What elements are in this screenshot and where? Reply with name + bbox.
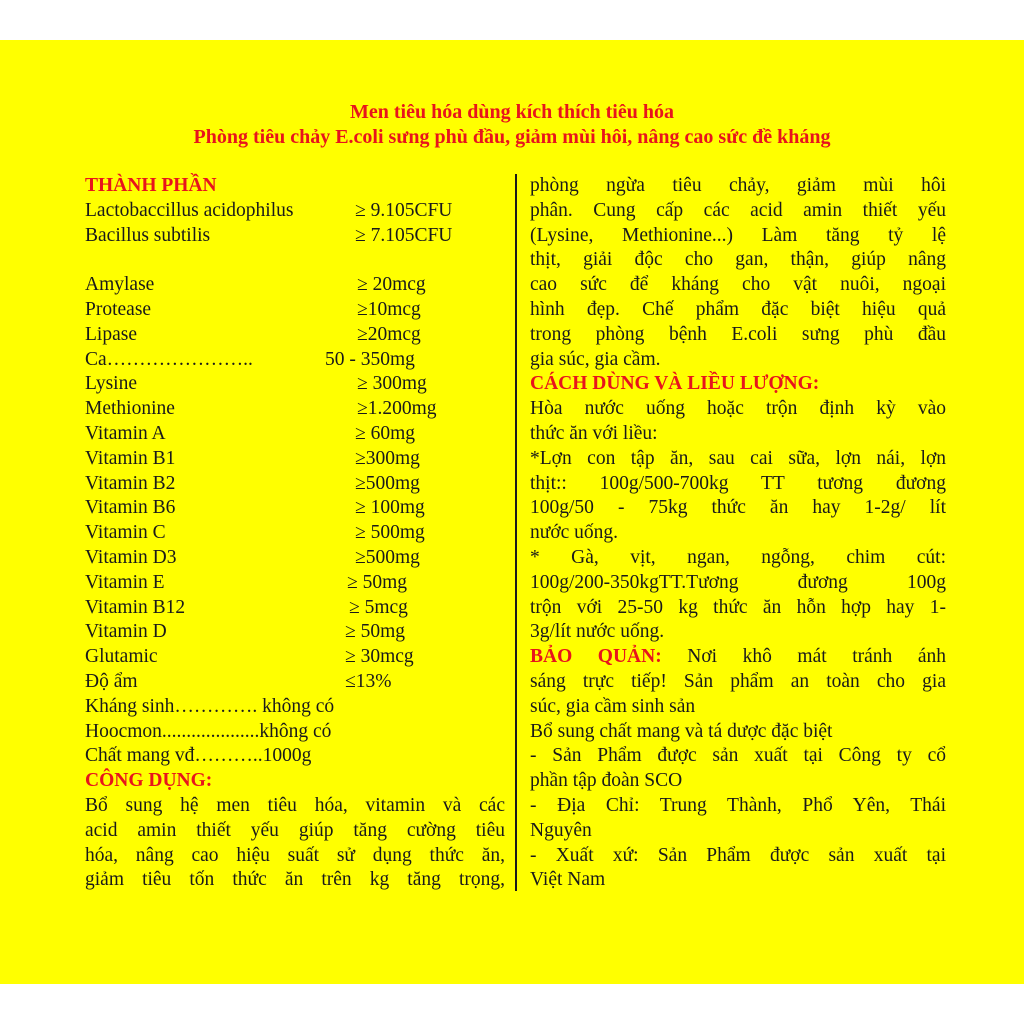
- ingredient-row: [85, 199, 505, 224]
- ingredient-row: [85, 571, 505, 596]
- storage-line: sáng trực tiếp! Sản phẩm an toàn cho gia: [530, 670, 946, 692]
- ingredient-name: Glutamic: [85, 646, 158, 668]
- maker-line: phần tập đoàn SCO: [530, 770, 683, 792]
- ingredient-row: [85, 447, 505, 472]
- benefits-line: acid amin thiết yếu giúp tăng cường tiêu: [85, 819, 505, 841]
- pig-dosage-line: *Lợn con tập ăn, sau cai sữa, lợn nái, lợn: [530, 447, 946, 469]
- benefits-line: giảm tiêu tốn thức ăn trên kg tăng trọng,: [85, 869, 505, 891]
- ingredient-value: ≥20mcg: [357, 323, 421, 345]
- ingredient-name: Lactobaccillus acidophilus: [85, 199, 294, 221]
- storage-line: [530, 645, 946, 670]
- poultry-dosage-line: 3g/lít nước uống.: [530, 621, 665, 643]
- ingredient-row: [85, 645, 505, 670]
- spacer: [85, 248, 505, 273]
- ingredient-value: ≥ 9.105CFU: [355, 199, 453, 221]
- poultry-dosage-line: 100g/200-350kgTT.Tương đương 100g: [530, 571, 946, 593]
- ingredient-value: ≥ 30mcg: [345, 646, 414, 668]
- ingredient-row: [85, 620, 505, 645]
- benefits-cont-line: gia súc, gia cầm.: [530, 348, 661, 370]
- ingredient-name: Ca…………………..: [85, 348, 253, 370]
- ingredient-value: ≥500mg: [355, 546, 420, 568]
- benefits-line: hóa, nâng cao hiệu suất sử dụng thức ăn,: [85, 844, 505, 866]
- ingredient-row: [85, 472, 505, 497]
- pig-dosage-line: thịt:: 100g/500-700kg TT tương đương: [530, 472, 946, 494]
- ingredient-value: ≥ 100mg: [355, 497, 425, 519]
- ingredient-name: Bacillus subtilis: [85, 224, 211, 246]
- ingredient-name: Vitamin B6: [85, 497, 176, 519]
- ingredient-name: Vitamin B1: [85, 447, 176, 469]
- benefits-cont-line: thịt, giải độc cho gan, thận, giúp nâng: [530, 249, 946, 271]
- ingredient-row: [85, 546, 505, 571]
- ingredient-row: [85, 496, 505, 521]
- ingredient-name: Lysine: [85, 373, 137, 395]
- right-column: [530, 174, 946, 893]
- ingredient-value: ≥ 50mg: [345, 621, 405, 643]
- column-divider: [515, 174, 517, 891]
- storage-text: Nơi khô mát tránh ánh: [661, 646, 946, 668]
- ingredient-row: [85, 348, 505, 373]
- ingredient-row: [85, 372, 505, 397]
- origin-line: Việt Nam: [530, 869, 606, 891]
- ingredient-name: Vitamin E: [85, 571, 165, 593]
- ingredient-name: Amylase: [85, 274, 155, 296]
- ingredient-value: ≤13%: [345, 670, 392, 692]
- extra-line: Kháng sinh…………. không có: [85, 695, 335, 717]
- dosage-heading: CÁCH DÙNG VÀ LIỀU LƯỢNG:: [530, 373, 820, 395]
- address-line: Nguyên: [530, 819, 592, 841]
- storage-line: súc, gia cầm sinh sản: [530, 695, 696, 717]
- benefits-line: Bổ sung hệ men tiêu hóa, vitamin và các: [85, 794, 505, 816]
- extra-line: Hoocmon....................không có: [85, 720, 332, 742]
- ingredient-row: [85, 224, 505, 249]
- poultry-dosage-line: * Gà, vịt, ngan, ngỗng, chim cút:: [530, 546, 946, 568]
- ingredient-name: Lipase: [85, 323, 137, 345]
- ingredient-name: Vitamin D3: [85, 546, 177, 568]
- ingredient-name: Vitamin D: [85, 621, 167, 643]
- benefits-cont-line: cao sức để kháng cho vật nuôi, ngoại: [530, 274, 946, 296]
- ingredient-value: ≥ 7.105CFU: [355, 224, 453, 246]
- ingredient-value: ≥500mg: [355, 472, 420, 494]
- ingredient-row: [85, 596, 505, 621]
- ingredient-row: [85, 422, 505, 447]
- ingredient-value: ≥10mcg: [357, 298, 421, 320]
- dosage-line: Hòa nước uống hoặc trộn định kỳ vào: [530, 398, 946, 420]
- ingredient-value: ≥ 5mcg: [349, 596, 408, 618]
- ingredient-row: [85, 521, 505, 546]
- left-column: [85, 174, 505, 893]
- ingredient-row: [85, 397, 505, 422]
- ingredient-name: Vitamin C: [85, 522, 166, 544]
- pig-dosage-line: nước uống.: [530, 522, 619, 544]
- ingredient-value: ≥300mg: [355, 447, 420, 469]
- ingredient-value: ≥ 60mg: [355, 422, 415, 444]
- ingredient-name: Protease: [85, 298, 152, 320]
- ingredient-value: ≥ 50mg: [347, 571, 407, 593]
- origin-line: - Xuất xứ: Sản Phẩm được sản xuất tại: [530, 844, 946, 866]
- ingredient-row: [85, 670, 505, 695]
- benefits-cont-line: trong phòng bệnh E.coli sưng phù đầu: [530, 323, 946, 345]
- benefits-heading: CÔNG DỤNG:: [85, 770, 213, 792]
- ingredient-row: [85, 273, 505, 298]
- ingredient-value: ≥ 500mg: [355, 522, 425, 544]
- ingredient-name: Vitamin B2: [85, 472, 176, 494]
- ingredient-value: ≥1.200mg: [357, 398, 437, 420]
- extra-line: Chất mang vđ………..1000g: [85, 745, 312, 767]
- ingredient-value: ≥ 300mg: [357, 373, 427, 395]
- product-label: [0, 40, 1024, 984]
- carrier-note: Bổ sung chất mang và tá dược đặc biệt: [530, 720, 833, 742]
- storage-heading: BẢO QUẢN:: [530, 646, 662, 668]
- ingredient-value: 50 - 350mg: [325, 348, 415, 370]
- address-line: - Địa Chỉ: Trung Thành, Phổ Yên, Thái: [530, 794, 946, 816]
- title-line-2: Phòng tiêu chảy E.coli sưng phù đầu, giảm mùi hôi, nâng cao sức đề kháng: [193, 126, 831, 148]
- poultry-dosage-line: trộn với 25-50 kg thức ăn hỗn hợp hay 1-: [530, 596, 946, 618]
- ingredient-value: ≥ 20mcg: [357, 274, 426, 296]
- benefits-cont-line: hình đẹp. Chế phẩm đặc biệt hiệu quả: [530, 298, 946, 320]
- ingredient-name: Vitamin B12: [85, 596, 186, 618]
- benefits-cont-line: phòng ngừa tiêu chảy, giảm mùi hôi: [530, 175, 946, 196]
- pig-dosage-line: 100g/50 - 75kg thức ăn hay 1-2g/ lít: [530, 497, 946, 519]
- title-line-1: Men tiêu hóa dùng kích thích tiêu hóa: [350, 101, 674, 123]
- ingredient-name: Methionine: [85, 398, 175, 420]
- maker-line: - Sản Phẩm được sản xuất tại Công ty cổ: [530, 745, 946, 767]
- ingredient-name: Vitamin A: [85, 422, 166, 444]
- dosage-line: thức ăn với liều:: [530, 422, 658, 444]
- benefits-cont-line: (Lysine, Methionine...) Làm tăng tỷ lệ: [530, 224, 946, 246]
- ingredient-row: [85, 298, 505, 323]
- ingredient-row: [85, 323, 505, 348]
- benefits-cont-line: phân. Cung cấp các acid amin thiết yếu: [530, 199, 946, 221]
- ingredient-name: Độ ẩm: [85, 670, 138, 692]
- composition-heading: THÀNH PHẦN: [85, 175, 217, 196]
